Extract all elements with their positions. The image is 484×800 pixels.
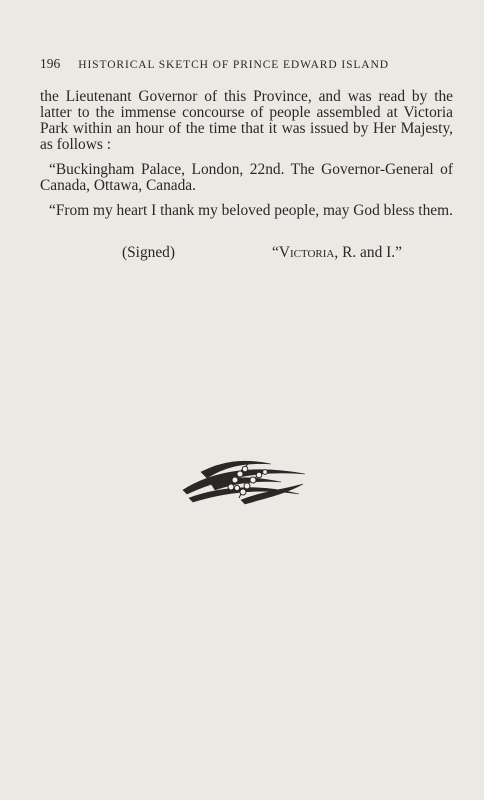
telegram-address-quote: “Buckingham Palace, London, 22nd. The Governor-General of Canada, Ottawa, Canada. <box>40 161 453 194</box>
signed-label: (Signed) <box>122 244 176 261</box>
telegram-message-quote: “From my heart I thank my beloved people, may God bless them. <box>49 202 453 219</box>
lily-of-the-valley-ornament-icon <box>181 454 307 506</box>
signature-first-letter: V <box>278 244 290 261</box>
paragraph: the Lieutenant Governor of this Province, and was read by the latter to the immense concourse of people assembled at Victoria Park within an hour of the time that it was issued by Her Majesty, as follows : <box>40 88 453 153</box>
signature-name-rest: ictoria <box>289 244 335 261</box>
body-text <box>40 89 453 219</box>
page-number: 196 <box>40 56 61 71</box>
page-header <box>40 56 445 72</box>
signature-open-quote: “ <box>272 244 279 261</box>
signature-name <box>272 244 402 262</box>
running-title: HISTORICAL SKETCH OF PRINCE EDWARD ISLAND <box>78 59 389 71</box>
signature-suffix: , R. and I.” <box>334 244 402 261</box>
